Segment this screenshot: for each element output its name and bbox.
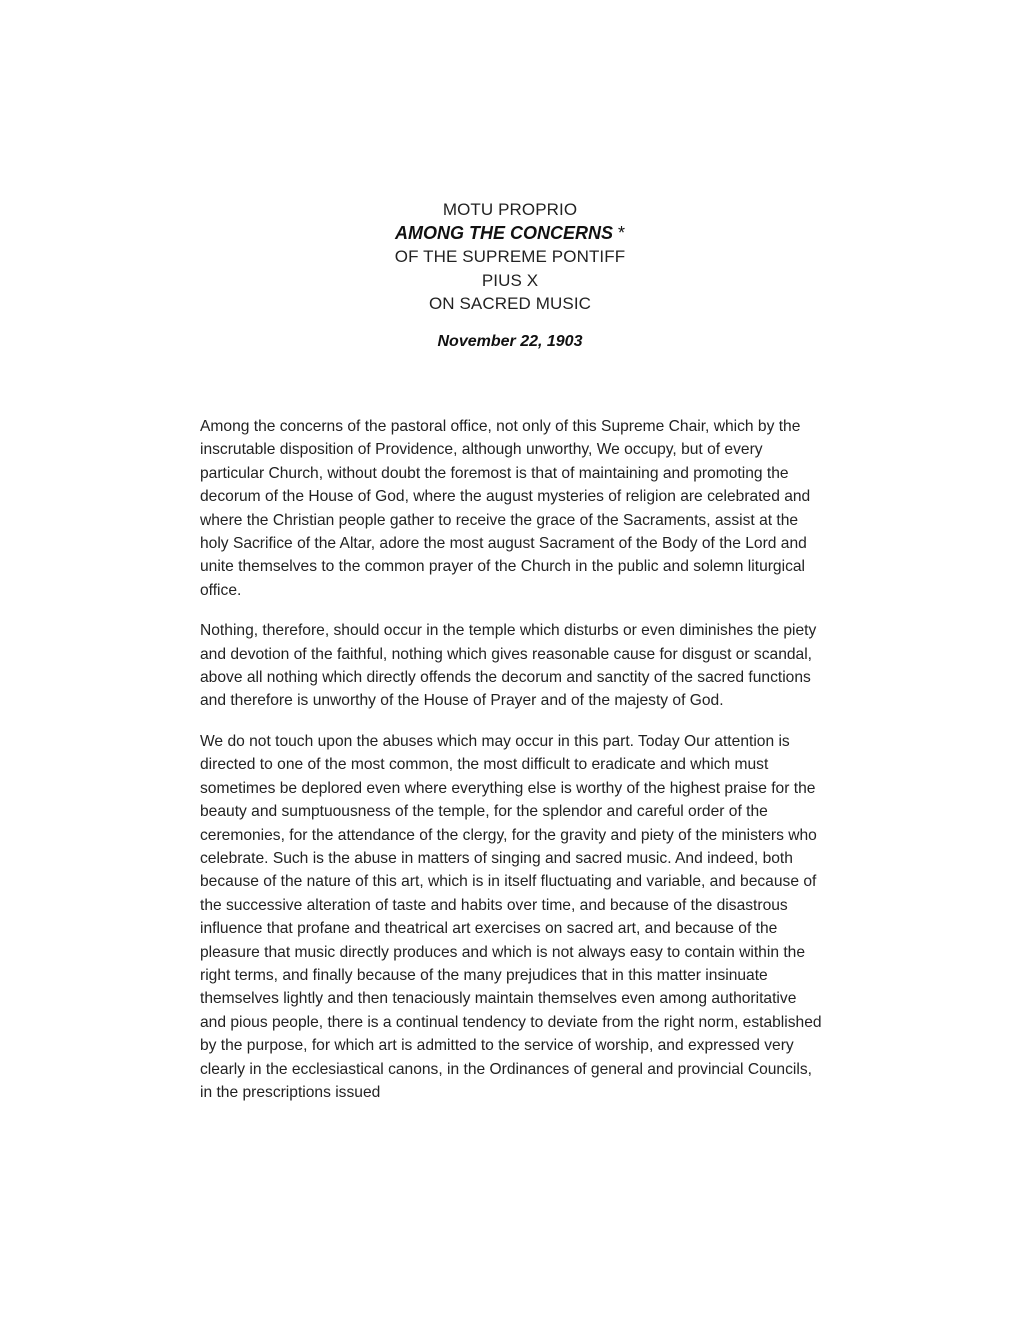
document-subject: ON SACRED MUSIC: [428, 294, 592, 313]
document-author-line: OF THE SUPREME PONTIFF: [394, 247, 626, 266]
document-title-text: AMONG THE CONCERNS: [394, 222, 613, 243]
paragraph: We do not touch upon the abuses which may occur in this part. Today Our attention is directed to one of the most common, the most difficult to eradicate and which must sometimes be deplored even where everything else is worthy of the highest praise for the beauty and sumptuousness of the temple, for the splendor and careful order of the ceremonies, for the attendance of the clergy, for the gravity and piety of the ministers who celebrate. Such is the abuse in matters of singing and sacred music. And indeed, both because of the nature of this art, which is in itself fluctuating and variable, and because of the successive alteration of taste and habits over time, and because of the disastrous influence that profane and theatrical art exercises on sacred art, and because of the pleasure that music directly produces and which is not always easy to contain within the right terms, and finally because of the many prejudices that in this matter insinuate themselves lightly and then tenaciously maintain themselves even among authoritative and pious people, there is a continual tendency to deviate from the right norm, established by the purpose, for which art is admitted to the service of worship, and expressed very clearly in the ecclesiastical canons, in the Ordinances of general and provincial Councils, in the prescriptions issued: [200, 732, 822, 1101]
paragraph: Nothing, therefore, should occur in the temple which disturbs or even diminishes the piety and devotion of the faithful, nothing which gives reasonable cause for disgust or scandal, above all nothing which directly offends the decorum and sanctity of the sacred functions and therefore is unworthy of the House of Prayer and of the majesty of God.: [200, 622, 817, 710]
document-type: MOTU PROPRIO: [442, 200, 578, 219]
document-header: [0, 198, 1020, 353]
document-body: [200, 415, 822, 1121]
footnote-marker: *: [613, 222, 626, 243]
document-title: [0, 222, 1020, 246]
paragraph: Among the concerns of the pastoral office, not only of this Supreme Chair, which by the inscrutable disposition of Providence, although unworthy, We occupy, but of every particular Church, without doubt the foremost is that of maintaining and promoting the decorum of the House of God, where the august mysteries of religion are celebrated and where the Christian people gather to receive the grace of the Sacraments, assist at the holy Sacrifice of the Altar, adore the most august Sacrament of the Body of the Lord and unite themselves to the common prayer of the Church in the public and solemn liturgical office.: [200, 418, 811, 599]
document-author-name: PIUS X: [481, 270, 539, 290]
document-date: November 22, 1903: [437, 332, 583, 350]
